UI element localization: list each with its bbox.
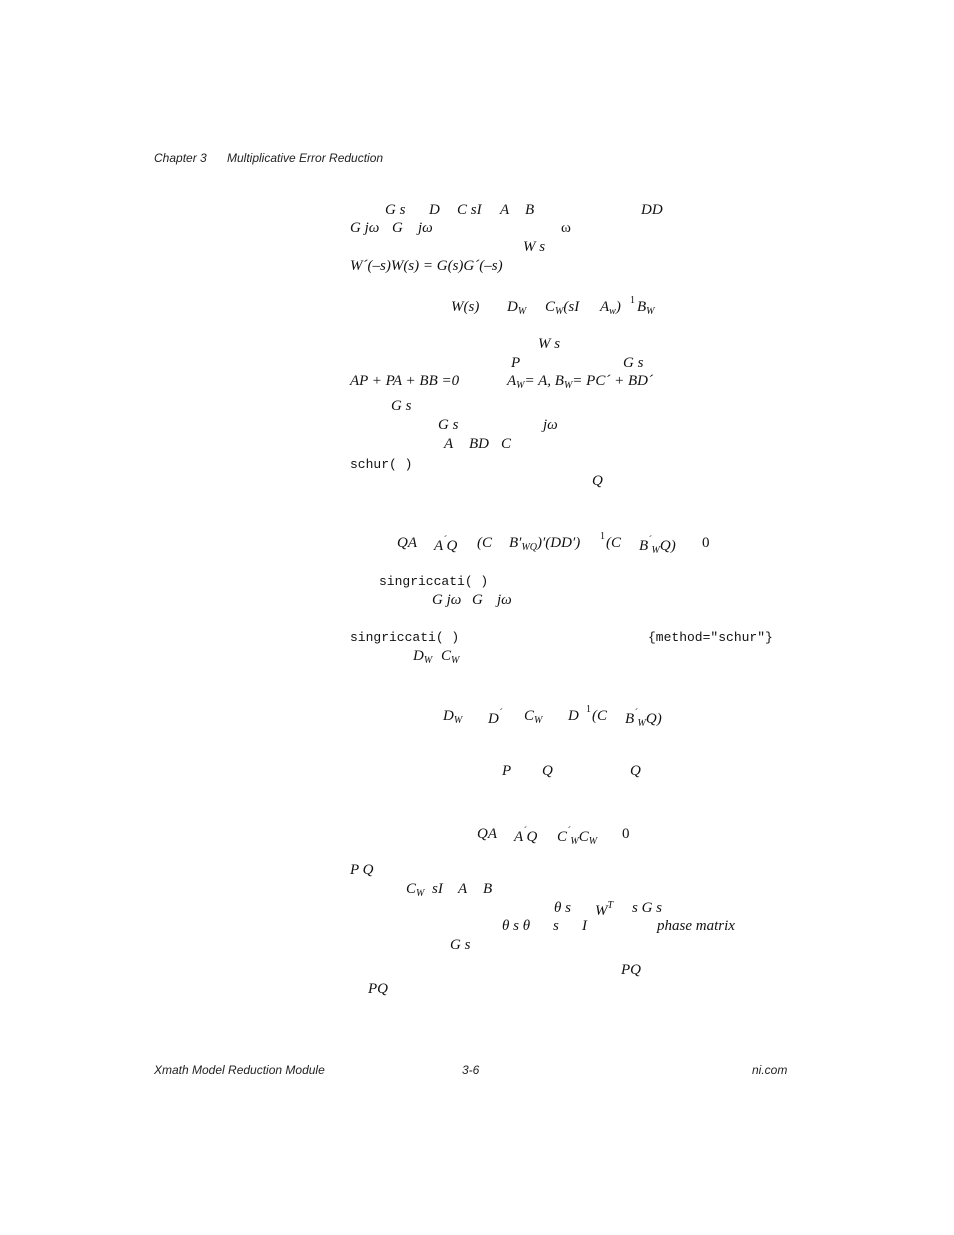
code-keyword: {method="schur"}: [648, 630, 773, 645]
equation-4-term: QA: [477, 826, 497, 842]
math-token: C sI: [457, 202, 482, 218]
code-function: schur( ): [350, 457, 413, 472]
chapter-title: Multiplicative Error Reduction: [227, 151, 384, 165]
term-phase-matrix: phase matrix: [657, 918, 735, 934]
equation-3-term: D´: [488, 708, 503, 727]
math-token: A: [458, 881, 468, 897]
math-token: θ s: [554, 900, 571, 916]
footer-page-number: 3-6: [462, 1063, 480, 1077]
math-token: $C_W$: [441, 648, 460, 666]
equation-4-term: $C^´_WC_W$: [557, 826, 598, 847]
equation-3-term: $C_W$: [524, 708, 543, 726]
equation-3-term: $D_W$: [443, 708, 463, 726]
math-token: G s: [385, 202, 406, 218]
equation-1-term: $D_W$: [507, 299, 527, 317]
equation-2-term: $B^´_WQ$): [639, 535, 676, 556]
equation-3-term: D: [568, 708, 579, 724]
math-token: $W^T$: [595, 900, 614, 919]
math-token: $C_W$: [406, 881, 425, 899]
math-token: Q: [592, 473, 603, 489]
math-token: BD: [469, 436, 489, 452]
math-token: PQ: [621, 962, 641, 978]
math-token: P: [502, 763, 512, 779]
math-token: W´(–s)W(s) = G(s)G´(–s): [350, 258, 503, 274]
footer-manual-title: Xmath Model Reduction Module: [154, 1063, 325, 1077]
math-token: G: [392, 220, 403, 236]
math-token: G s: [450, 937, 471, 953]
equation-3-term: $B^´_WQ$): [625, 708, 662, 729]
math-token: $A_W= A$, $B_W=$ PC´ + BD´: [507, 373, 653, 391]
math-token: G jω: [350, 220, 380, 236]
math-token: B: [483, 881, 493, 897]
math-token: D: [429, 202, 440, 218]
math-token: I: [582, 918, 587, 934]
math-token: jω: [418, 220, 433, 236]
code-function: singriccati( ): [350, 630, 460, 645]
equation-2-exponent: 1: [600, 531, 605, 542]
chapter-label: Chapter 3: [154, 151, 207, 165]
math-token: P Q: [350, 862, 374, 878]
math-token: W s: [523, 239, 546, 255]
math-token: G: [472, 592, 483, 608]
math-token: $D_W$: [413, 648, 433, 666]
footer-website: ni.com: [752, 1063, 788, 1077]
math-token: AP + PA + BB =0: [350, 373, 460, 389]
math-token: jω: [543, 417, 558, 433]
equation-2-term: $B'_{WQ})'(DD')$: [509, 535, 581, 553]
math-token: s G s: [632, 900, 663, 916]
math-token: G s: [623, 355, 644, 371]
math-token: B: [525, 202, 535, 218]
math-token: ω: [561, 220, 571, 236]
math-token: P: [511, 355, 521, 371]
math-token: W s: [538, 336, 561, 352]
equation-2-term: QA: [397, 535, 417, 551]
math-token: sI: [432, 881, 443, 897]
equation-3-exponent: 1: [586, 704, 591, 715]
equation-1-exponent: 1: [630, 295, 635, 306]
equation-4-zero: 0: [622, 826, 630, 842]
equation-4-term: A´Q: [514, 826, 538, 845]
math-token: DD: [641, 202, 663, 218]
math-token: G jω: [432, 592, 462, 608]
code-function: singriccati( ): [379, 574, 489, 589]
math-token: PQ: [368, 981, 388, 997]
math-token: Q: [542, 763, 553, 779]
math-token: s: [553, 918, 559, 934]
math-token: θ s θ: [502, 918, 531, 934]
equation-1-lhs: W(s): [451, 299, 480, 315]
equation-1-term: $C_W(sI$: [545, 299, 580, 317]
equation-3-term: (C: [592, 708, 607, 724]
equation-2-term: (C: [606, 535, 621, 551]
math-token: Q: [630, 763, 641, 779]
equation-2-term: (C: [477, 535, 492, 551]
equation-1-term: $A_w$): [600, 299, 621, 317]
math-token: G s: [391, 398, 412, 414]
equation-1-term: $B_W$: [637, 299, 655, 317]
math-token: jω: [497, 592, 512, 608]
math-token: A: [444, 436, 454, 452]
math-token: C: [501, 436, 512, 452]
math-token: A: [500, 202, 510, 218]
equation-2-term: A´Q: [434, 535, 458, 554]
equation-2-zero: 0: [702, 535, 710, 551]
math-token: G s: [438, 417, 459, 433]
